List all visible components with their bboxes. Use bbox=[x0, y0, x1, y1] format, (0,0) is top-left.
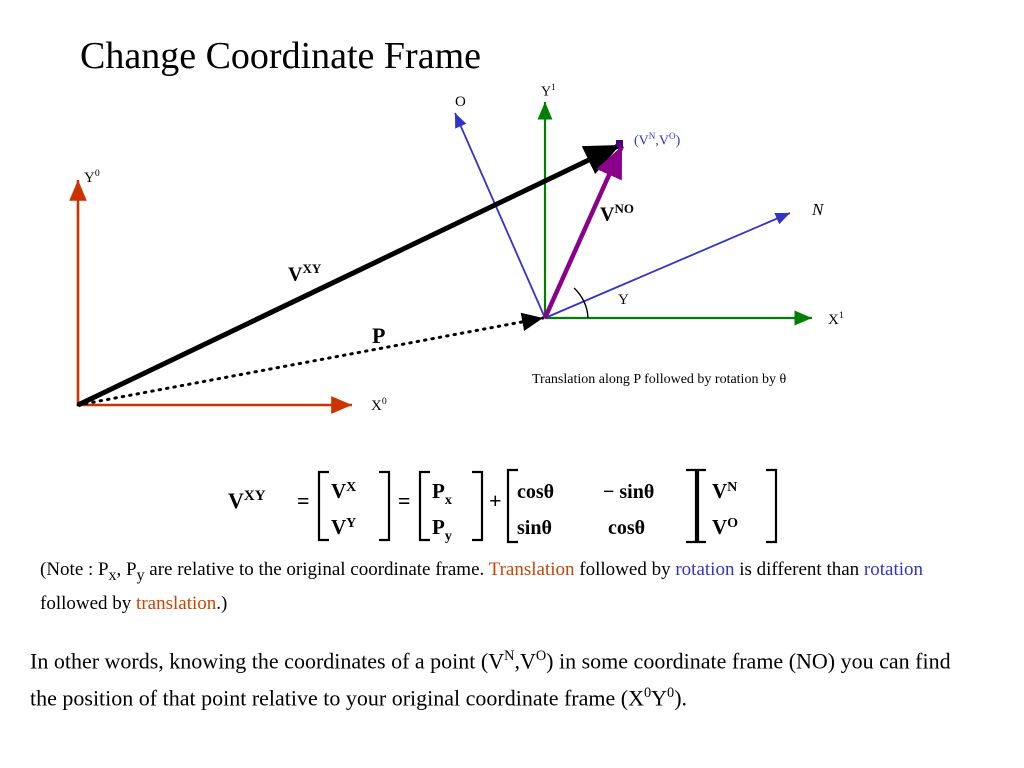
label-y0: $Y^0$ bbox=[84, 168, 100, 186]
closing-line1a: In other words, knowing the coordinates of a point (V bbox=[30, 648, 505, 674]
formula-vec1-row2: $V^Y$ bbox=[331, 515, 357, 539]
bracket-left-4 bbox=[698, 470, 706, 542]
label-n-axis: N bbox=[812, 200, 824, 219]
closing-sup1: N bbox=[504, 648, 515, 664]
diagram-svg bbox=[0, 80, 1024, 440]
vector-vno bbox=[545, 146, 622, 318]
page-title: Change Coordinate Frame bbox=[80, 35, 482, 77]
label-angle-y: Y bbox=[618, 292, 629, 308]
point-marker bbox=[616, 140, 623, 147]
vector-vxy bbox=[78, 145, 620, 405]
closing-line3b: Y bbox=[651, 685, 668, 711]
note-rotation-1: rotation bbox=[675, 559, 735, 580]
note-translation-1: Translation bbox=[488, 559, 575, 580]
closing-sup2: O bbox=[535, 648, 547, 664]
note-sub2: y bbox=[136, 566, 145, 584]
formula-vec2-row2: $P_y$ bbox=[432, 515, 452, 544]
closing-line2: frame (NO) you can find the position of that point relative to your original bbox=[30, 648, 951, 711]
formula-vec1-row1: $V^X$ bbox=[331, 479, 357, 503]
matrix-r1c1: cosθ bbox=[517, 481, 555, 503]
axis-n bbox=[545, 213, 790, 318]
formula-vec3-row2: $V^O$ bbox=[712, 515, 739, 539]
note-translation-2: translation bbox=[136, 592, 217, 614]
formula-lhs: $V^{XY}$ bbox=[228, 488, 266, 513]
formula-plus: + bbox=[489, 488, 502, 513]
matrix-r2c2: cosθ bbox=[608, 517, 646, 539]
note-sub1: x bbox=[108, 566, 117, 584]
closing-line1c: ) in some coordinate bbox=[546, 648, 727, 674]
closing-sup4: 0 bbox=[667, 685, 675, 702]
closing-text bbox=[30, 640, 960, 715]
label-o-axis: O bbox=[455, 94, 466, 110]
bracket-left-2 bbox=[420, 472, 430, 540]
vector-p bbox=[78, 318, 543, 405]
label-point-coords: $(V^N,V^O)$ bbox=[634, 131, 681, 149]
matrix-r1c2: − sinθ bbox=[603, 481, 655, 503]
bracket-right-3 bbox=[686, 470, 696, 542]
formula-eq2: = bbox=[398, 488, 411, 513]
formula-eq1: = bbox=[297, 488, 310, 513]
closing-line3a: coordinate frame (X bbox=[465, 685, 644, 711]
formula-vec3-row1: $V^N$ bbox=[712, 479, 738, 503]
note-part2: , P bbox=[116, 559, 137, 580]
label-p: P bbox=[372, 323, 386, 348]
note-part4: followed by bbox=[574, 559, 676, 580]
matrix-r2c1: sinθ bbox=[517, 517, 552, 539]
bracket-right-1 bbox=[379, 472, 389, 540]
note-part1: (Note : P bbox=[40, 559, 109, 580]
note-text bbox=[40, 556, 940, 618]
closing-line3c: ). bbox=[674, 685, 688, 711]
note-part5: is different than bbox=[734, 559, 864, 580]
coordinate-frame-diagram bbox=[0, 80, 1024, 440]
label-vno: $V^{NO}$ bbox=[600, 201, 634, 226]
bracket-left-1 bbox=[319, 472, 329, 540]
formula-vec2-row1: $P_x$ bbox=[432, 479, 452, 508]
bracket-right-2 bbox=[472, 472, 482, 540]
closing-line1b: ,V bbox=[514, 648, 536, 674]
note-rotation-2: rotation bbox=[863, 559, 924, 580]
label-vxy: $V^{XY}$ bbox=[288, 261, 322, 286]
note-part6: followed by bbox=[40, 592, 137, 614]
label-x0: $X^0$ bbox=[371, 396, 387, 414]
formula-svg bbox=[0, 448, 1024, 558]
closing-sup3: 0 bbox=[644, 685, 652, 702]
diagram-caption: Translation along P followed by rotation by θ bbox=[532, 372, 787, 387]
bracket-right-4 bbox=[766, 470, 776, 542]
transform-formula bbox=[0, 448, 1024, 558]
label-y1: $Y^1$ bbox=[541, 82, 556, 100]
note-part3: are relative to the original coordinate frame. bbox=[144, 559, 489, 580]
label-x1: $X^1$ bbox=[828, 310, 844, 328]
note-part7: .) bbox=[216, 592, 228, 614]
